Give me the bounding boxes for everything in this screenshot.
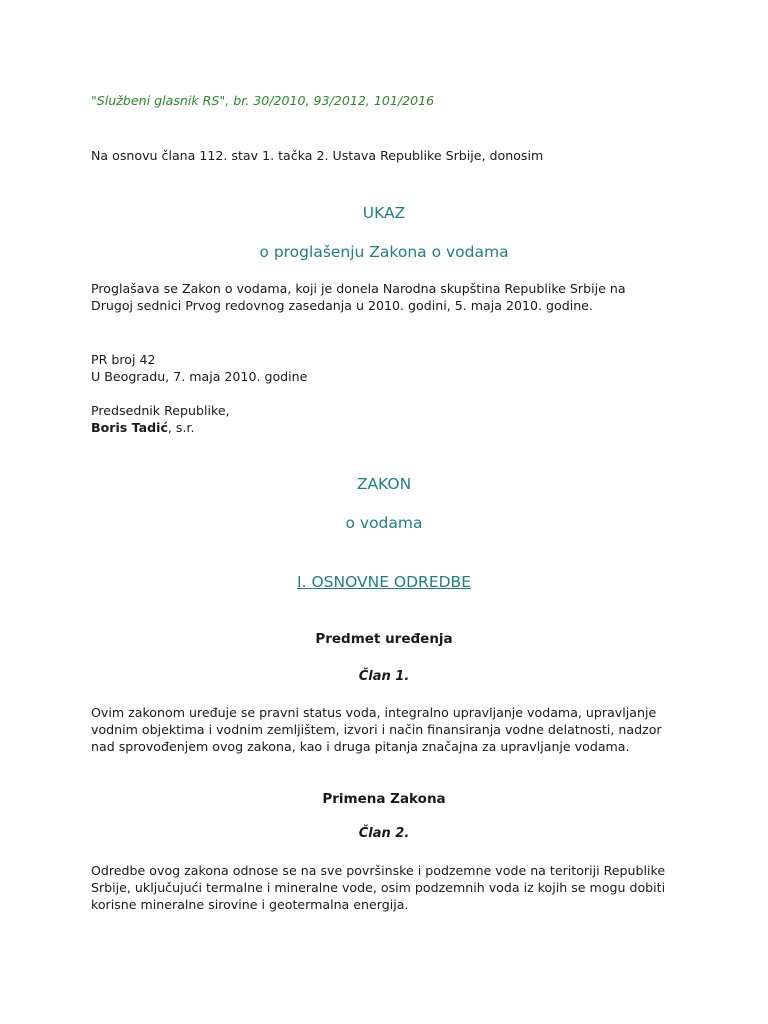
place-date: U Beogradu, 7. maja 2010. godine xyxy=(91,369,308,384)
article-number: Član 2. xyxy=(358,826,410,841)
signature-block xyxy=(91,402,691,436)
ukaz-body xyxy=(91,280,691,314)
article-line: korisne mineralne sirovine i geotermalna energija. xyxy=(91,897,409,912)
article-line: vodnim objektima i vodnim zemljištem, izvori i način finansiranja vodne delatnosti, nadzor xyxy=(91,722,662,737)
preamble-text: Na osnovu člana 112. stav 1. tačka 2. Ustava Republike Srbije, donosim xyxy=(91,148,544,163)
ukaz-subtitle: o proglašenju Zakona o vodama xyxy=(259,243,509,261)
article-heading: Primena Zakona xyxy=(322,791,446,807)
zakon-title: ZAKON xyxy=(356,475,412,493)
section-title: I. OSNOVNE ODREDBE xyxy=(297,573,471,591)
ukaz-reference-block xyxy=(91,351,691,385)
article-body xyxy=(91,862,691,913)
article-line: nad sprovođenjem ovog zakona, kao i druga pitanja značajna za upravljanje vodama. xyxy=(91,739,630,754)
president-signature xyxy=(91,419,691,436)
article-line: Srbije, uključujući termalne i mineralne vode, osim podzemnih voda iz kojih se mogu dobiti xyxy=(91,880,666,895)
article-heading: Predmet uređenja xyxy=(315,631,453,647)
president-name: Boris Tadić xyxy=(91,420,168,435)
ukaz-body-line: Proglašava se Zakon o vodama, koji je donela Narodna skupština Republike Srbije na xyxy=(91,281,626,296)
article-number: Član 1. xyxy=(358,669,410,684)
article-line: Ovim zakonom uređuje se pravni status voda, integralno upravljanje vodama, upravljanje xyxy=(91,705,657,720)
zakon-subtitle: o vodama xyxy=(345,514,423,532)
president-title: Predsednik Republike, xyxy=(91,403,230,418)
pr-number: PR broj 42 xyxy=(91,352,156,367)
ukaz-body-line: Drugoj sednici Prvog redovnog zasedanja u 2010. godini, 5. maja 2010. godine. xyxy=(91,298,593,313)
article-body xyxy=(91,704,691,755)
gazette-reference: "Službeni glasnik RS", br. 30/2010, 93/2012, 101/2016 xyxy=(91,93,435,108)
president-suffix: , s.r. xyxy=(167,420,195,435)
section-heading xyxy=(0,573,768,591)
ukaz-title: UKAZ xyxy=(362,204,406,222)
article-line: Odredbe ovog zakona odnose se na sve površinske i podzemne vode na teritoriji Republike xyxy=(91,863,666,878)
